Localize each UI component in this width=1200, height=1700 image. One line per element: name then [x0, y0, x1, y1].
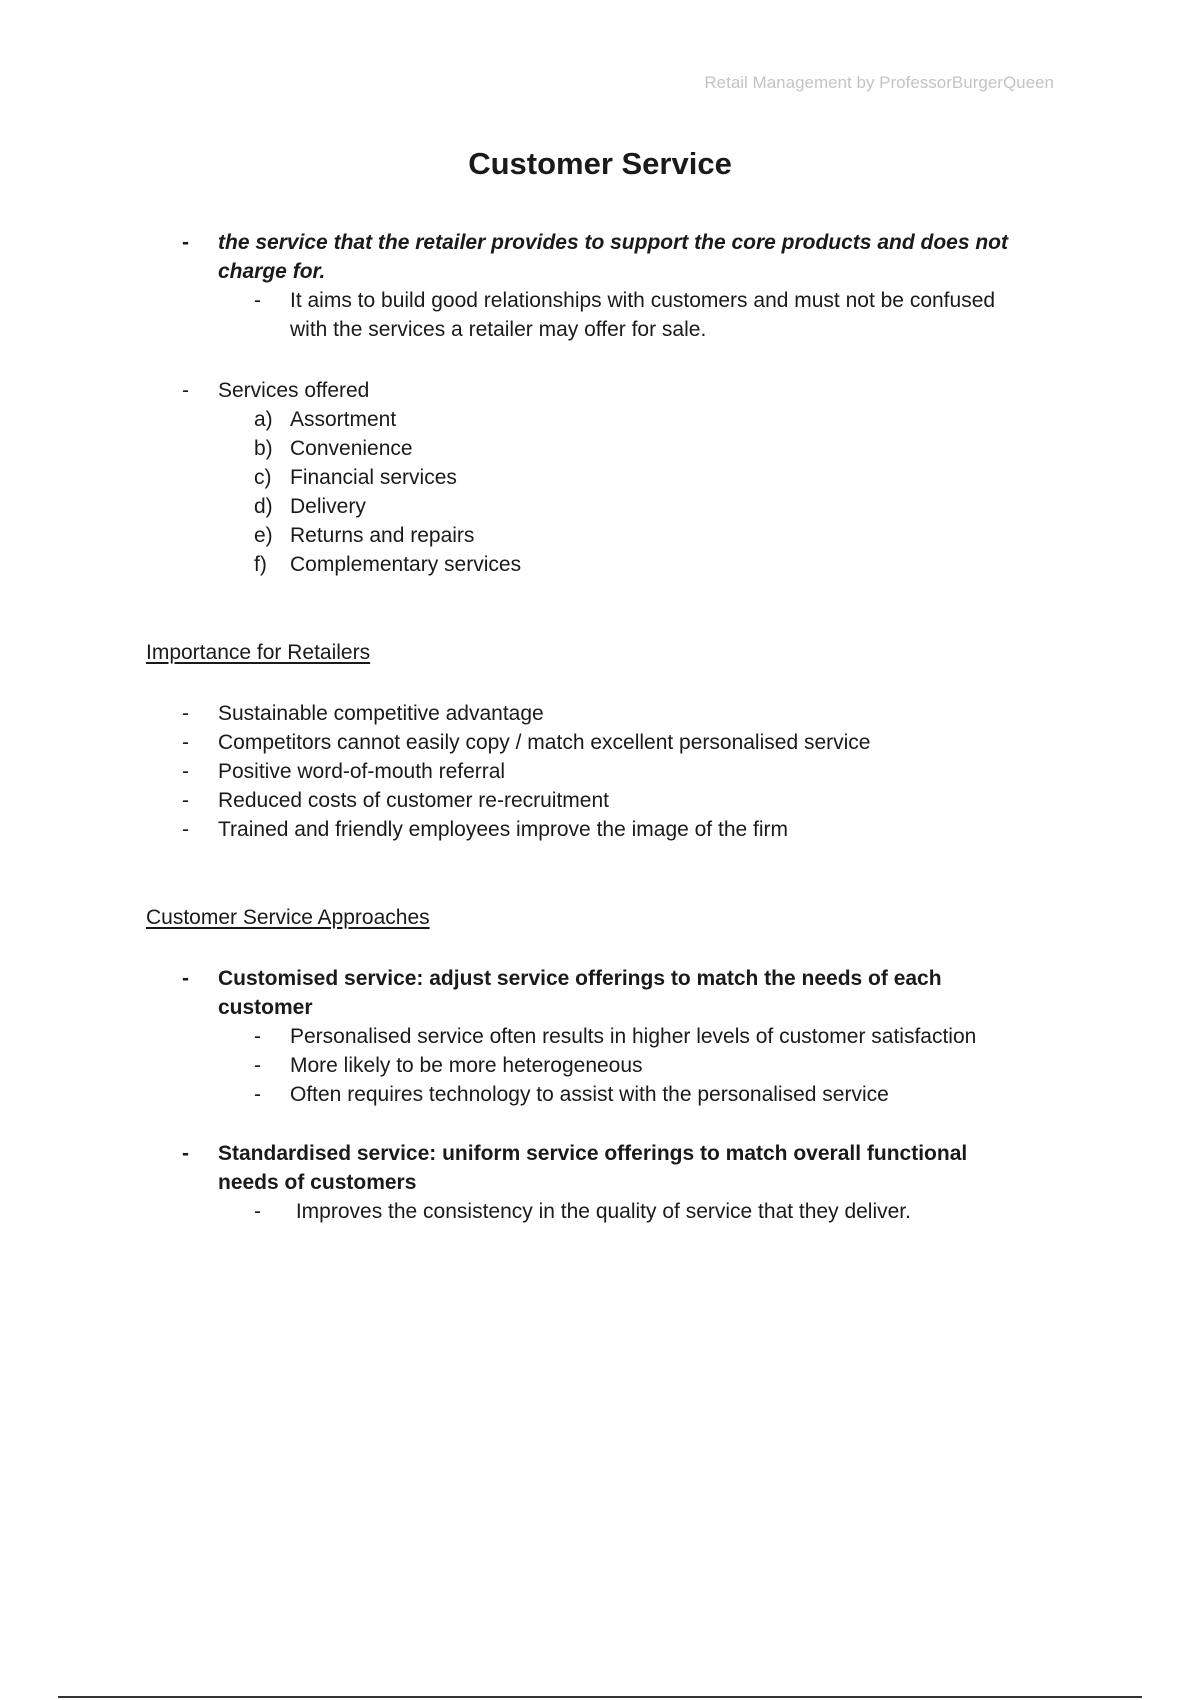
list-item [0, 463, 1200, 492]
definition-text-line1: the service that the retailer provides to support the core products and does not [218, 231, 1008, 254]
list-marker: f) [254, 553, 267, 576]
definition-sub-line1: It aims to build good relationships with customers and must not be confused [290, 289, 996, 312]
list-item-text: Reduced costs of customer re-recruitment [218, 789, 609, 812]
list-item [0, 815, 1200, 844]
list-item-text: Delivery [290, 495, 366, 518]
list-marker: a) [254, 408, 273, 431]
sub-bullet-dash: - [254, 1083, 261, 1106]
bullet-dash: - [182, 818, 189, 841]
customised-line2: customer [218, 996, 313, 1019]
list-marker: e) [254, 524, 273, 547]
bullet-dash: - [182, 379, 189, 402]
list-item [0, 550, 1200, 579]
list-item [0, 786, 1200, 815]
list-item-text: Financial services [290, 466, 457, 489]
header-note: Retail Management by ProfessorBurgerQueen [704, 73, 1054, 92]
list-item [0, 1051, 1200, 1080]
definition-sub-line2: with the services a retailer may offer for sale. [290, 318, 707, 341]
bottom-rule [58, 1696, 1142, 1698]
list-item-text: Trained and friendly employees improve the image of the firm [218, 818, 788, 841]
list-item [0, 1197, 1200, 1226]
list-item-text: Returns and repairs [290, 524, 475, 547]
list-item-text: Improves the consistency in the quality of service that they deliver. [290, 1200, 911, 1223]
page-title: Customer Service [468, 146, 732, 181]
list-item [0, 434, 1200, 463]
list-marker: c) [254, 466, 272, 489]
bullet-dash: - [182, 231, 189, 254]
list-item-text: Assortment [290, 408, 397, 431]
list-item-text: Complementary services [290, 553, 522, 576]
standardised-line2: needs of customers [218, 1171, 417, 1194]
list-item-text: Positive word-of-mouth referral [218, 760, 506, 783]
sub-bullet-dash: - [254, 1054, 261, 1077]
list-item-text: Personalised service often results in higher levels of customer satisfaction [290, 1025, 977, 1048]
bullet-dash: - [182, 789, 189, 812]
list-item-text: Convenience [290, 437, 413, 460]
services-block [0, 376, 1200, 579]
definition-block [0, 228, 1200, 344]
sub-bullet-dash: - [254, 289, 261, 312]
list-item-text: Sustainable competitive advantage [218, 702, 544, 725]
list-item [0, 757, 1200, 786]
customised-line1: Customised service: adjust service offerings to match the needs of each [218, 967, 942, 990]
section-heading-approaches: Customer Service Approaches [146, 906, 430, 929]
list-item [0, 492, 1200, 521]
list-item [0, 405, 1200, 434]
bullet-dash: - [182, 702, 189, 725]
list-item [0, 1080, 1200, 1109]
section-heading-importance: Importance for Retailers [146, 641, 371, 664]
list-item [0, 699, 1200, 728]
bullet-dash: - [182, 967, 189, 990]
list-marker: d) [254, 495, 273, 518]
bullet-dash: - [182, 760, 189, 783]
sub-bullet-dash: - [254, 1025, 261, 1048]
list-item [0, 521, 1200, 550]
standardised-line1: Standardised service: uniform service offerings to match overall functional [218, 1142, 968, 1165]
list-marker: b) [254, 437, 273, 460]
bullet-dash: - [182, 731, 189, 754]
bullet-dash: - [182, 1142, 189, 1165]
list-item-text: Often requires technology to assist with the personalised service [290, 1083, 889, 1106]
list-item-text: More likely to be more heterogeneous [290, 1054, 643, 1077]
sub-bullet-dash: - [254, 1200, 261, 1223]
list-item [0, 728, 1200, 757]
standardised-block [0, 1139, 1200, 1226]
definition-text-line2: charge for. [218, 260, 326, 283]
list-item-text: Competitors cannot easily copy / match excellent personalised service [218, 731, 871, 754]
customised-block [0, 964, 1200, 1109]
services-label: Services offered [218, 379, 370, 402]
importance-list [0, 699, 1200, 844]
list-item [0, 1022, 1200, 1051]
